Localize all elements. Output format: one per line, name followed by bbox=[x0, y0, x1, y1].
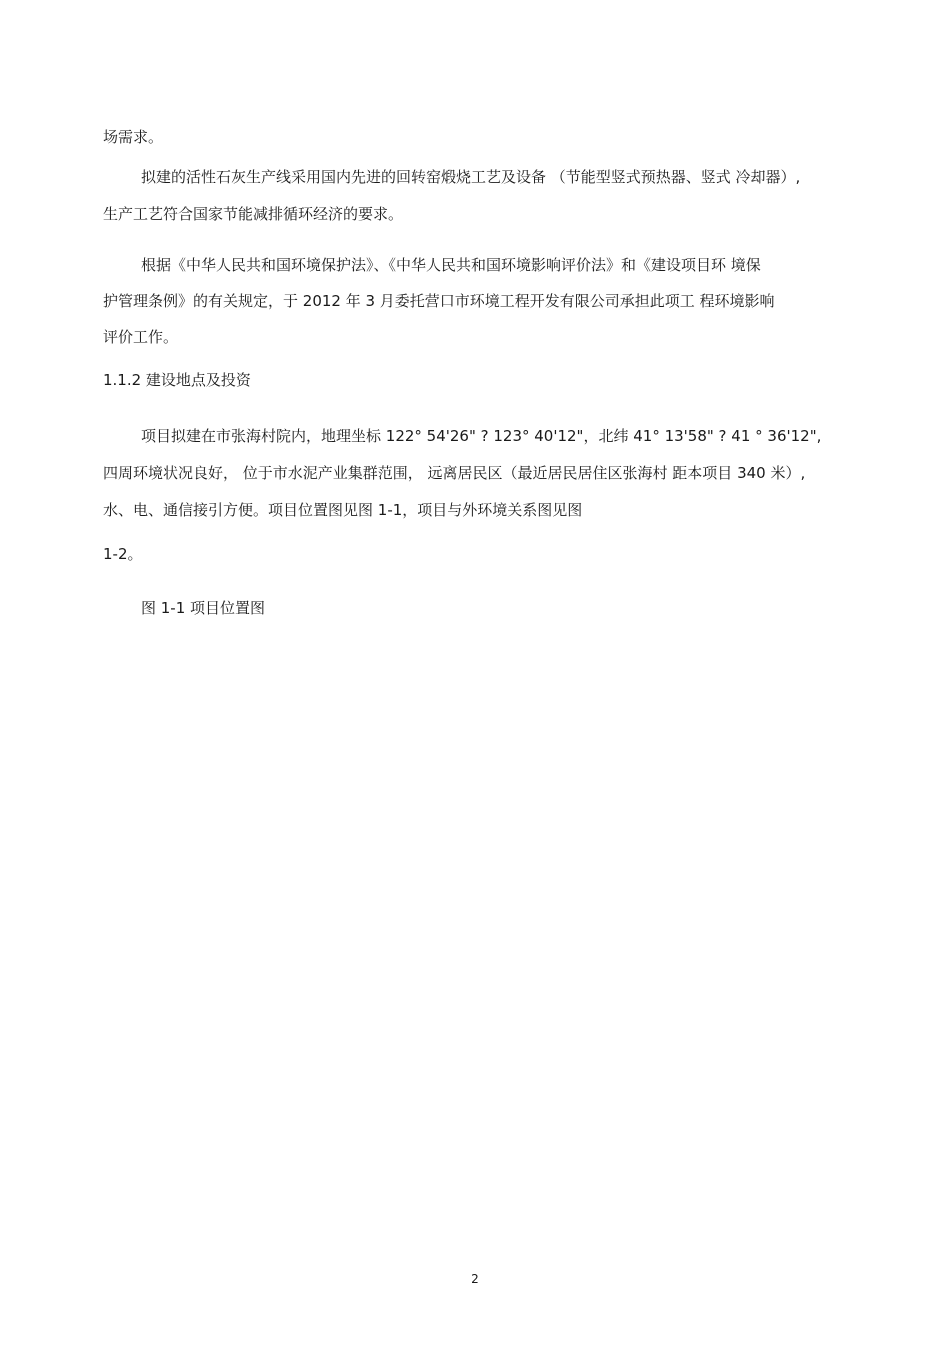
page-number: 2 bbox=[471, 1272, 479, 1286]
paragraph-line: 项目拟建在市张海村院内，地理坐标 122° 54'26" ? 123° 40'12"，北纬 41° 13'58" ? 41 ° 36'12", bbox=[141, 427, 822, 445]
section-heading: 1.1.2 建设地点及投资 bbox=[103, 371, 251, 389]
paragraph-line: 护管理条例》的有关规定，于 2012 年 3 月委托营口市环境工程开发有限公司承担此项工 程环境影响 bbox=[103, 292, 775, 310]
paragraph-line: 拟建的活性石灰生产线采用国内先进的回转窑煅烧工艺及设备 （节能型竖式预热器、竖式 冷却器）, bbox=[141, 168, 801, 186]
paragraph-line: 四周环境状况良好， 位于市水泥产业集群范围， 远离居民区（最近居民居住区张海村 距本项目 340 米）, bbox=[103, 464, 806, 482]
paragraph-line: 1-2。 bbox=[103, 545, 143, 563]
figure-caption: 图 1-1 项目位置图 bbox=[141, 599, 266, 617]
paragraph-line: 场需求。 bbox=[103, 128, 164, 146]
paragraph-line: 生产工艺符合国家节能减排循环经济的要求。 bbox=[103, 205, 404, 223]
paragraph-line: 评价工作。 bbox=[103, 328, 179, 346]
paragraph-line: 根据《中华人民共和国环境保护法》、《中华人民共和国环境影响评价法》和《建设项目环 境保 bbox=[141, 256, 761, 274]
paragraph-line: 水、电、通信接引方便。项目位置图见图 1-1，项目与外环境关系图见图 bbox=[103, 501, 583, 519]
